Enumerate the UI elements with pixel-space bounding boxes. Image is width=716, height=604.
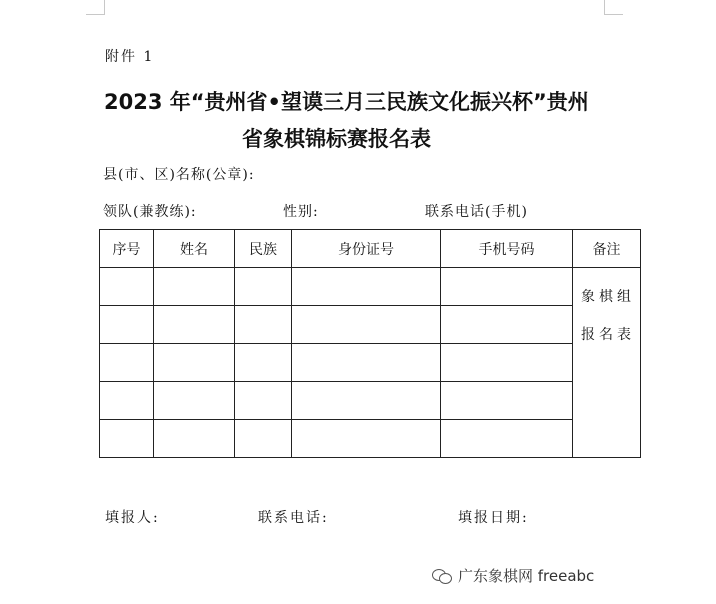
leader-field-label: 领队(兼教练):	[103, 204, 197, 220]
annex-label: 附件 1	[105, 49, 155, 65]
crop-mark-top-right	[604, 0, 623, 15]
header-name: 姓名	[154, 230, 235, 268]
remark-cell	[573, 268, 641, 458]
header-ethnicity: 民族	[235, 230, 292, 268]
table-cell[interactable]	[235, 420, 292, 458]
table-cell[interactable]	[292, 268, 441, 306]
table-cell[interactable]	[154, 268, 235, 306]
table-cell[interactable]	[235, 306, 292, 344]
table-cell[interactable]	[154, 382, 235, 420]
watermark-text: 广东象棋网 freeabc	[458, 567, 595, 585]
table-cell[interactable]	[235, 382, 292, 420]
county-field-label: 县(市、区)名称(公章):	[103, 167, 255, 183]
remark-line-2: 报名表	[581, 327, 635, 343]
table-cell[interactable]	[441, 382, 573, 420]
table-cell[interactable]	[441, 268, 573, 306]
table-row	[100, 382, 641, 420]
table-cell[interactable]	[100, 306, 154, 344]
fill-date-label: 填报日期:	[458, 510, 529, 526]
watermark	[432, 565, 594, 586]
table-cell[interactable]	[441, 344, 573, 382]
header-remark: 备注	[573, 230, 641, 268]
header-id-number: 身份证号	[292, 230, 441, 268]
table-row	[100, 268, 641, 306]
table-cell[interactable]	[100, 344, 154, 382]
table-cell[interactable]	[100, 382, 154, 420]
table-cell[interactable]	[100, 420, 154, 458]
table-cell[interactable]	[441, 306, 573, 344]
remark-line-1: 象棋组	[581, 289, 635, 305]
gender-field-label: 性别:	[283, 204, 319, 220]
header-mobile: 手机号码	[441, 230, 573, 268]
table-cell[interactable]	[154, 344, 235, 382]
table-cell[interactable]	[292, 420, 441, 458]
table-row	[100, 420, 641, 458]
filler-label: 填报人:	[105, 510, 160, 526]
phone-field-label: 联系电话(手机)	[425, 204, 528, 220]
table-cell[interactable]	[441, 420, 573, 458]
table-row	[100, 306, 641, 344]
contact-phone-label: 联系电话:	[258, 510, 329, 526]
title-line-2: 省象棋锦标赛报名表	[242, 127, 431, 151]
table-row	[100, 344, 641, 382]
table-cell[interactable]	[235, 344, 292, 382]
wechat-icon	[432, 569, 450, 583]
table-header-row	[100, 230, 641, 268]
registration-table	[99, 229, 641, 458]
table-cell[interactable]	[100, 268, 154, 306]
crop-mark-top-left	[86, 0, 105, 15]
table-cell[interactable]	[292, 306, 441, 344]
table-cell[interactable]	[154, 306, 235, 344]
table-cell[interactable]	[292, 382, 441, 420]
table-cell[interactable]	[154, 420, 235, 458]
table-cell[interactable]	[235, 268, 292, 306]
header-index: 序号	[100, 230, 154, 268]
table-cell[interactable]	[292, 344, 441, 382]
title-line-1: 2023 年“贵州省•望谟三月三民族文化振兴杯”贵州	[104, 90, 589, 114]
